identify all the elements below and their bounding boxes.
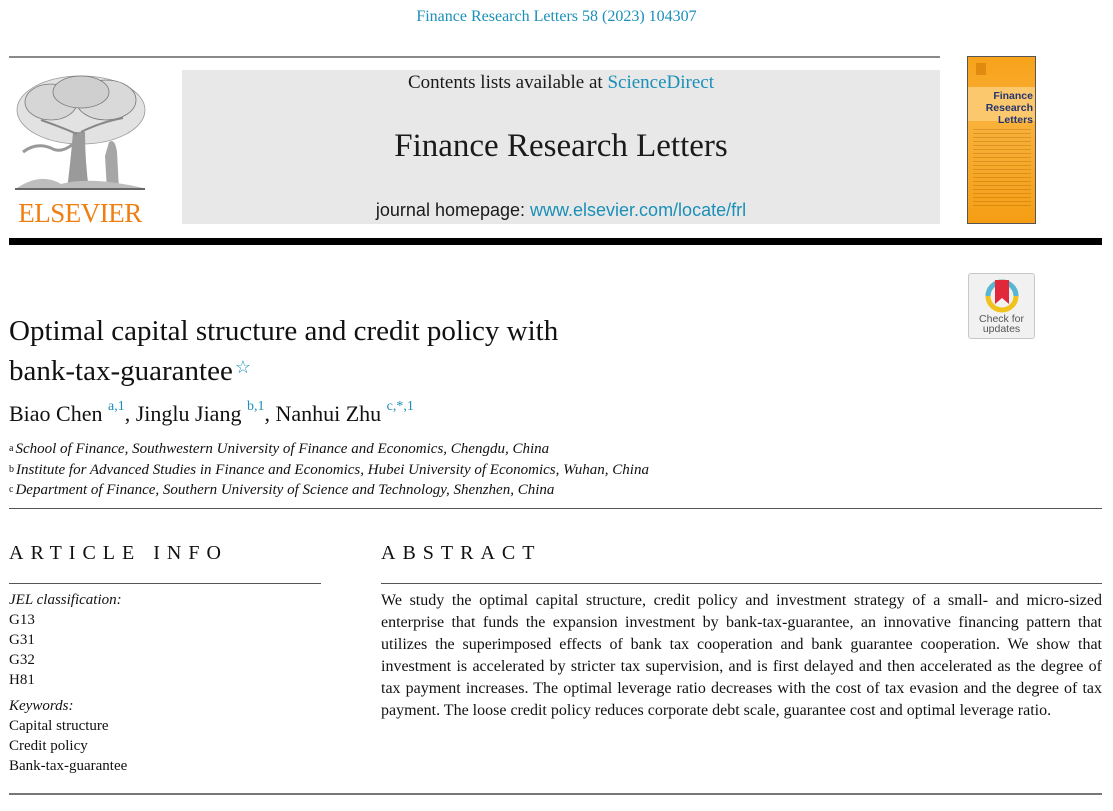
cover-title-line1: Finance Research <box>985 90 1033 114</box>
author-name[interactable]: Jinglu Jiang <box>135 401 242 426</box>
author-name[interactable]: Biao Chen <box>9 401 103 426</box>
affiliation-mark: b <box>9 463 14 475</box>
affiliation-item <box>9 480 649 501</box>
jel-classification-label: JEL classification: <box>9 592 122 608</box>
elsevier-wordmark: ELSEVIER <box>18 198 142 228</box>
journal-homepage <box>182 200 940 221</box>
cover-title-line2: Letters <box>997 114 1033 126</box>
author-affiliation-marks[interactable]: c,*,1 <box>386 399 414 414</box>
elsevier-logo[interactable] <box>9 70 151 228</box>
affiliation-item <box>9 460 649 481</box>
check-for-updates-line2: updates <box>982 323 1021 335</box>
abstract-heading: ABSTRACT <box>381 542 542 564</box>
keyword-item: Capital structure <box>9 718 109 734</box>
author-list <box>9 401 414 427</box>
journal-reference-link[interactable]: Finance Research Letters 58 (2023) 104307 <box>416 8 697 25</box>
check-for-updates-line1: Check for <box>979 313 1024 325</box>
abstract-rule <box>381 583 1102 584</box>
journal-title: Finance Research Letters <box>394 128 728 164</box>
keyword-item: Bank-tax-guarantee <box>9 758 128 774</box>
homepage-prefix: journal homepage: <box>375 200 531 220</box>
keywords-label: Keywords: <box>9 698 74 714</box>
article-title-line1: Optimal capital structure and credit policy with <box>9 315 559 347</box>
contents-prefix: Contents lists available at <box>407 72 608 93</box>
author-separator: , <box>124 401 136 426</box>
article-title <box>9 311 709 391</box>
abstract-text: We study the optimal capital structure, credit policy and investment strategy of a small- and micro-sized enterprise that funds the expansion investment by bank-tax-guarantee, an innovative financing pattern that utilizes the superimposed effects of bank tax cooperation and bank guarantee cooperation. We show that investment is accelerated by stricter tax supervision, and is first delayed and then accelerated as the degree of tax payment increases. The optimal leverage ratio decreases with the cost of tax evasion and the degree of tax payment. The loose credit policy reduces corporate debt scale, guarantee cost and optimal leverage ratio. <box>381 592 1102 719</box>
cover-editorial-board-text <box>973 129 1031 209</box>
cover-title <box>970 90 1033 126</box>
affiliation-text: Department of Finance, Southern University of Science and Technology, Shenzhen, China <box>15 482 555 498</box>
header-top-rule <box>9 56 940 58</box>
author-name[interactable]: Nanhui Zhu <box>275 401 382 426</box>
header-bottom-rule <box>9 238 1102 245</box>
jel-code: G31 <box>9 632 35 648</box>
check-for-updates-button[interactable] <box>968 273 1035 339</box>
journal-banner <box>182 70 940 224</box>
article-title-line2: bank-tax-guarantee <box>9 355 233 387</box>
author-separator: , <box>264 401 276 426</box>
journal-cover-thumbnail[interactable] <box>967 56 1036 224</box>
article-info-rule <box>9 583 321 584</box>
front-matter-bottom-rule <box>9 793 1102 795</box>
jel-code: G32 <box>9 652 35 668</box>
affiliation-mark: a <box>9 443 14 454</box>
crossmark-icon <box>984 278 1020 314</box>
author-affiliation-marks[interactable]: b,1 <box>246 399 265 414</box>
affiliation-text: Institute for Advanced Studies in Finance and Economics, Hubei University of Economics, Wuhan, China <box>16 461 649 478</box>
jel-code: G13 <box>9 612 35 628</box>
sciencedirect-link[interactable]: ScienceDirect <box>607 72 715 93</box>
homepage-link[interactable]: www.elsevier.com/locate/frl <box>530 200 747 220</box>
cover-elsevier-icon <box>976 63 986 75</box>
article-info-heading: ARTICLE INFO <box>9 542 228 564</box>
affiliation-text: School of Finance, Southwestern University of Finance and Economics, Chengdu, China <box>15 441 550 457</box>
check-for-updates-label <box>969 314 1034 334</box>
affiliation-mark: c <box>9 484 14 495</box>
keyword-item: Credit policy <box>9 738 88 754</box>
author-affiliation-marks[interactable]: a,1 <box>108 399 125 414</box>
affiliation-list <box>9 439 649 501</box>
title-footnote-star-icon[interactable]: ☆ <box>234 357 251 377</box>
elsevier-tree-icon <box>11 72 149 196</box>
article-info-panel <box>9 590 127 776</box>
affiliation-item <box>9 439 649 460</box>
contents-availability <box>182 72 940 94</box>
jel-code: H81 <box>9 672 35 688</box>
affiliations-divider <box>9 508 1102 509</box>
